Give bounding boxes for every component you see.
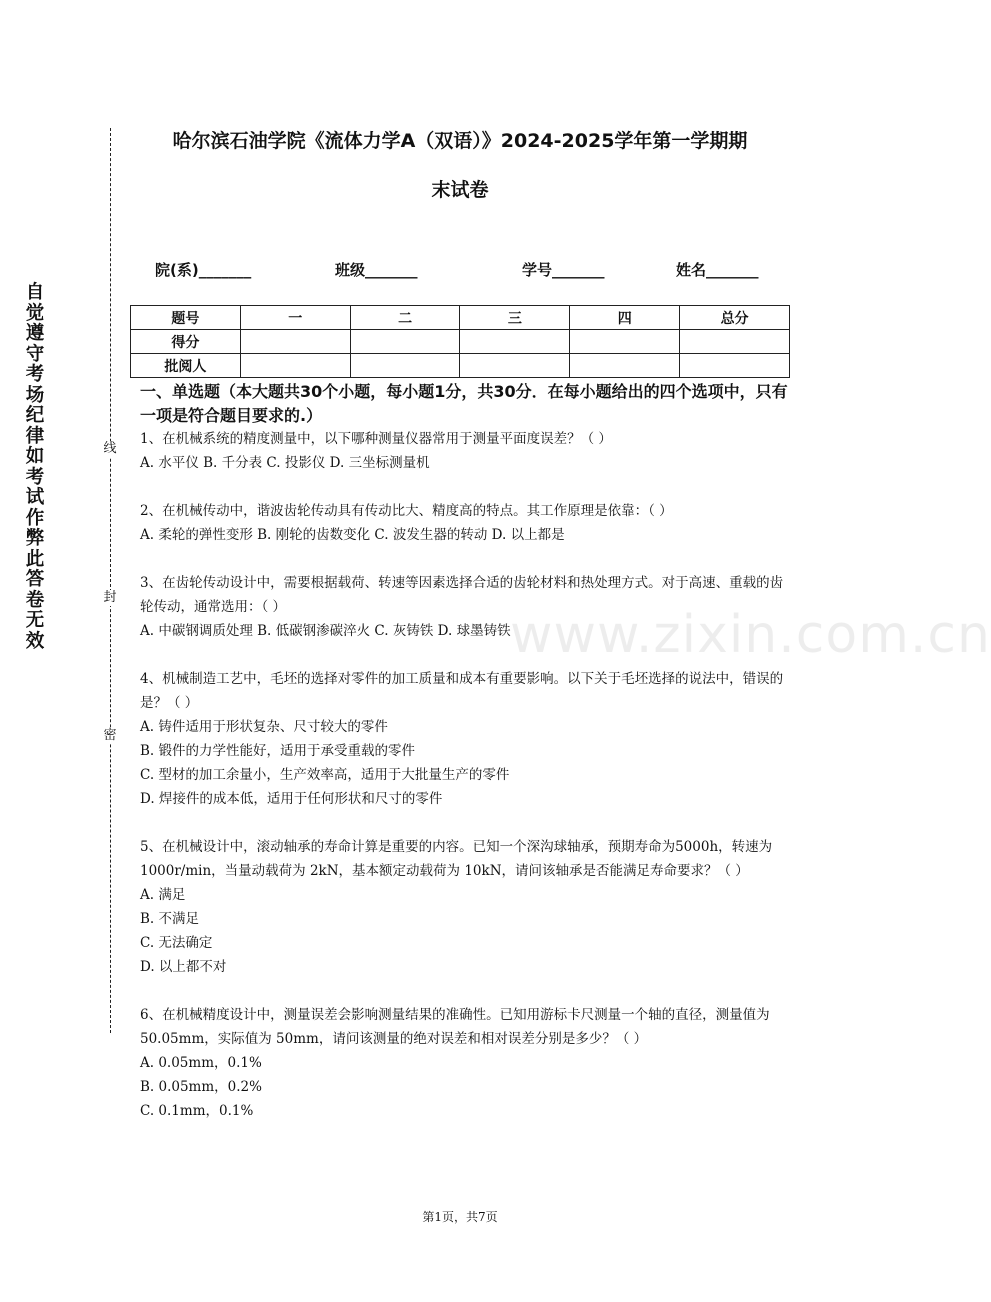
student-id-field[interactable]: 学号_______ xyxy=(522,261,605,279)
score-header-cell: 一 xyxy=(240,306,350,330)
question-item xyxy=(140,427,790,475)
grader-cell[interactable] xyxy=(240,354,350,378)
score-row-label: 批阅人 xyxy=(131,354,241,378)
question-option: D. 焊接件的成本低，适用于任何形状和尺寸的零件 xyxy=(140,791,443,807)
score-header-cell: 总分 xyxy=(680,306,790,330)
question-option: A. 水平仪 B. 千分表 C. 投影仪 D. 三坐标测量机 xyxy=(140,455,430,471)
question-option: B. 锻件的力学性能好，适用于承受重载的零件 xyxy=(140,743,416,759)
question-list xyxy=(140,427,790,1147)
score-cell[interactable] xyxy=(570,330,680,354)
question-option: C. 无法确定 xyxy=(140,935,213,951)
grader-cell[interactable] xyxy=(350,354,460,378)
question-option: C. 0.1mm，0.1% xyxy=(140,1103,254,1119)
exam-title-line1: 哈尔滨石油学院《流体力学A（双语）》2024-2025学年第一学期期 xyxy=(172,130,748,152)
score-header-cell: 三 xyxy=(460,306,570,330)
question-option: B. 不满足 xyxy=(140,911,200,927)
score-table-row xyxy=(131,330,790,354)
question-item xyxy=(140,667,790,811)
page-footer: 第1页，共7页 xyxy=(422,1210,498,1224)
score-header-cell: 题号 xyxy=(131,306,241,330)
exam-title-line2: 末试卷 xyxy=(431,179,489,201)
score-table-header-row xyxy=(131,306,790,330)
binding-mark-secret: 密 xyxy=(101,728,119,744)
binding-dashed-line xyxy=(110,128,111,1033)
question-stem: 4、机械制造工艺中，毛坯的选择对零件的加工质量和成本有重要影响。以下关于毛坯选择的说法中，错误的是？（ ） xyxy=(140,671,784,711)
question-option: B. 0.05mm，0.2% xyxy=(140,1079,262,1095)
grader-cell[interactable] xyxy=(460,354,570,378)
name-field[interactable]: 姓名_______ xyxy=(676,261,759,279)
question-stem: 6、在机械精度设计中，测量误差会影响测量结果的准确性。已知用游标卡尺测量一个轴的直径，测量值为 50.05mm，实际值为 50mm，请问该测量的绝对误差和相对误差分别是多少？（ ） xyxy=(140,1007,770,1047)
watermark: www.zixin.com.cn xyxy=(510,605,991,665)
question-item xyxy=(140,835,790,979)
score-row-label: 得分 xyxy=(131,330,241,354)
grader-cell[interactable] xyxy=(570,354,680,378)
question-stem: 5、在机械设计中，滚动轴承的寿命计算是重要的内容。已知一个深沟球轴承，预期寿命为5000h，转速为 1000r/min，当量动载荷为 2kN，基本额定动载荷为 10kN，请问该轴承是否能满足寿命要求？（ ） xyxy=(140,839,773,879)
class-field[interactable]: 班级_______ xyxy=(335,261,418,279)
score-table-row xyxy=(131,354,790,378)
score-cell[interactable] xyxy=(240,330,350,354)
question-stem: 1、在机械系统的精度测量中，以下哪种测量仪器常用于测量平面度误差？（ ） xyxy=(140,431,612,447)
score-cell[interactable] xyxy=(460,330,570,354)
exam-discipline-notice: 自觉遵守考场纪律如考试作弊此答卷无效 xyxy=(25,282,45,652)
question-stem: 3、在齿轮传动设计中，需要根据载荷、转速等因素选择合适的齿轮材料和热处理方式。对于高速、重载的齿轮传动，通常选用：（ ） xyxy=(140,575,784,615)
question-option: A. 铸件适用于形状复杂、尺寸较大的零件 xyxy=(140,719,388,735)
binding-mark-line: 线 xyxy=(101,441,119,457)
score-cell[interactable] xyxy=(680,330,790,354)
question-item xyxy=(140,499,790,547)
score-table xyxy=(130,305,790,378)
score-header-cell: 二 xyxy=(350,306,460,330)
question-option: D. 以上都不对 xyxy=(140,959,227,975)
question-option: A. 柔轮的弹性变形 B. 刚轮的齿数变化 C. 波发生器的转动 D. 以上都是 xyxy=(140,527,565,543)
question-option: A. 满足 xyxy=(140,887,186,903)
section-heading: 一、单选题（本大题共30个小题，每小题1分，共30分．在每小题给出的四个选项中，只有一项是符合题目要求的.） xyxy=(140,382,788,425)
student-info-row xyxy=(130,259,790,279)
question-option: A. 0.05mm，0.1% xyxy=(140,1055,262,1071)
question-option: C. 型材的加工余量小，生产效率高，适用于大批量生产的零件 xyxy=(140,767,510,783)
score-cell[interactable] xyxy=(350,330,460,354)
score-header-cell: 四 xyxy=(570,306,680,330)
question-stem: 2、在机械传动中，谐波齿轮传动具有传动比大、精度高的特点。其工作原理是依靠：（ ） xyxy=(140,503,673,519)
binding-mark-seal: 封 xyxy=(101,590,119,606)
grader-cell[interactable] xyxy=(680,354,790,378)
question-item xyxy=(140,1003,790,1123)
question-option: A. 中碳钢调质处理 B. 低碳钢渗碳淬火 C. 灰铸铁 D. 球墨铸铁 xyxy=(140,623,511,639)
department-field[interactable]: 院(系)_______ xyxy=(155,261,252,279)
